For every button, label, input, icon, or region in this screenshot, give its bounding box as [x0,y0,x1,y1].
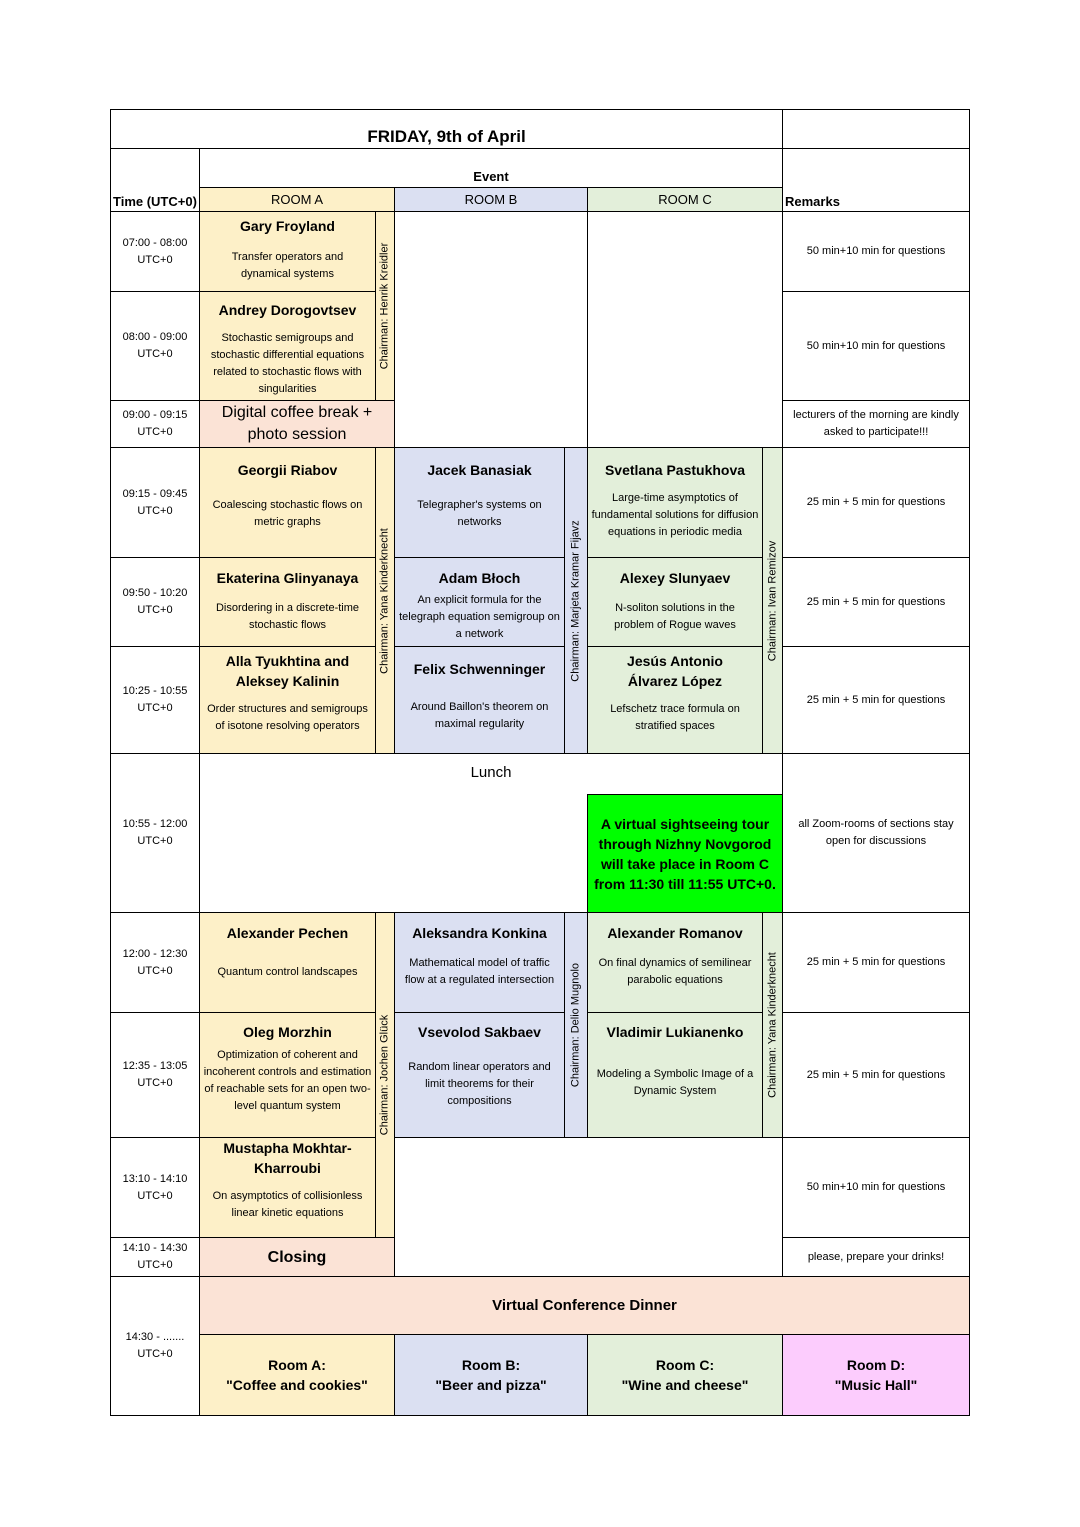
remark-text: please, prepare your drinks! [807,1250,945,1263]
speaker-name: Gary Froyland [240,218,335,234]
time-header [110,148,200,212]
talk-riabov [199,447,376,558]
remark-text: 25 min + 5 min for questions [806,1068,946,1081]
dinner-room-theme: "Music Hall" [834,1377,918,1393]
dinner-room-theme: "Beer and pizza" [435,1377,547,1393]
remark-text: all Zoom-rooms of sections stay open for discussions [798,818,954,847]
talk-title: Coalescing stochastic flows on metric graphs [212,499,363,528]
remark-text: 50 min+10 min for questions [806,245,946,257]
time-range: 12:00 - 12:30 [122,947,188,960]
talk-glinyanaya [199,557,376,647]
chairman-label [564,447,588,754]
title-text: FRIDAY, 9th of April [367,126,526,146]
remark-cell [782,1237,970,1277]
time-slot [110,400,200,448]
schedule-title [110,109,783,149]
empty-cell [587,211,783,448]
talk-title: Stochastic semigroups and stochastic differential equations related to stochastic flows with singularities [210,332,365,395]
time-zone: UTC+0 [137,964,173,977]
remark-text: 50 min+10 min for questions [806,1181,946,1193]
time-zone: UTC+0 [137,504,173,517]
time-zone: UTC+0 [137,1259,173,1271]
remark-text: lecturers of the morning are kindly asked to participate!!! [793,409,959,438]
chairman-text: Chairman: Jochen Glück [378,1014,391,1136]
time-slot [110,291,200,401]
chairman-text: Chairman: Henrik Kreidler [378,242,391,370]
speaker-name: Alla Tyukhtina and Aleksey Kalinin [225,653,350,689]
chairman-text: Chairman: Marjeta Kramar Fijavz [569,519,582,682]
time-zone: UTC+0 [137,1189,173,1202]
chairman-text: Chairman: Yana Kinderknecht [378,527,391,674]
remark-cell [782,753,970,913]
dinner-room-label: Room D: [846,1357,906,1373]
speaker-name: Jesús Antonio Álvarez López [627,653,723,689]
remarks-header-text: Remarks [785,194,840,209]
remark-cell [782,447,970,558]
dinner-room-label: Room A: [268,1357,326,1373]
remark-cell [782,1012,970,1138]
talk-title: Random linear operators and limit theorems for their compositions [408,1061,551,1107]
talk-froyland [199,211,376,292]
chairman-text: Chairman: Ivan Remizov [766,540,778,661]
speaker-name: Svetlana Pastukhova [604,462,746,478]
time-slot [110,1012,200,1138]
speaker-name: Aleksandra Konkina [412,925,547,941]
room-a-header [199,187,395,212]
time-slot [110,1237,200,1277]
talk-title: On final dynamics of semilinear parabolic equations [598,957,752,986]
remark-text: 50 min+10 min for questions [806,339,946,352]
event-header-text: Event [473,169,509,184]
time-slot [110,1137,200,1238]
talk-morzhin [199,1012,376,1138]
event-header [199,148,783,188]
speaker-name: Oleg Morzhin [243,1024,332,1040]
time-slot [110,912,200,1013]
dinner-room-b [394,1334,588,1416]
dinner-room-c [587,1334,783,1416]
remark-text: 25 min + 5 min for questions [806,956,946,968]
time-zone: UTC+0 [137,348,173,360]
remark-cell [782,646,970,754]
time-range: 13:10 - 14:10 [122,1172,188,1185]
time-range: 12:35 - 13:05 [122,1060,188,1072]
time-slot [110,1276,200,1416]
closing-text: Closing [267,1248,327,1266]
time-header-text: Time (UTC+0) [113,194,197,209]
speaker-name: Alexander Pechen [226,925,349,941]
time-zone: UTC+0 [137,835,173,847]
coffee-break-text: Digital coffee break + photo session [221,404,373,443]
talk-konkina [394,912,565,1013]
room-b-header-text: ROOM B [464,192,518,207]
room-c-header-text: ROOM C [658,192,712,207]
time-slot [110,557,200,647]
time-range: 09:15 - 09:45 [122,487,188,500]
talk-title: Mathematical model of traffic flow at a regulated intersection [404,957,555,986]
speaker-name: Jacek Banasiak [427,462,532,478]
coffee-break-cell [199,400,395,448]
time-range: 10:25 - 10:55 [122,685,188,697]
sightseeing-notice [587,794,783,913]
talk-title: Order structures and semigroups of isotone resolving operators [207,703,368,732]
remark-cell [782,291,970,401]
room-a-header-text: ROOM A [270,192,323,207]
time-zone: UTC+0 [137,1077,173,1089]
remark-cell [782,1137,970,1238]
talk-lopez [587,646,763,754]
time-range: 07:00 - 08:00 [122,236,188,249]
room-b-header [394,187,588,212]
speaker-name: Alexey Slunyaev [619,570,731,586]
time-zone: UTC+0 [137,1348,173,1360]
talk-lukianenko [587,1012,763,1138]
talk-title: Disordering in a discrete-time stochastic flows [215,602,360,631]
talk-title: Large-time asymptotics of fundamental solutions for diffusion equations in periodic media [591,492,759,538]
empty-cell [394,1137,783,1277]
dinner-room-a [199,1334,395,1416]
talk-romanov [587,912,763,1013]
speaker-name: Georgii Riabov [237,462,338,478]
chairman-text: Chairman: Yana Kinderknecht [766,952,778,1098]
time-range: 09:50 - 10:20 [122,587,188,599]
lunch-text: Lunch [470,764,512,781]
dinner-room-label: Room B: [461,1357,521,1373]
talk-kharroubi [199,1137,376,1238]
time-range: 14:10 - 14:30 [122,1242,188,1254]
talk-bloch [394,557,565,647]
time-slot [110,753,200,913]
dinner-room-theme: "Coffee and cookies" [226,1377,368,1393]
speaker-name: Mustapha Mokhtar-Kharroubi [223,1140,352,1176]
remark-cell [782,400,970,448]
talk-banasiak [394,447,565,558]
talk-slunyaev [587,557,763,647]
talk-title: On asymptotics of collisionless linear kinetic equations [212,1190,363,1219]
talk-sakbaev [394,1012,565,1138]
chairman-label [564,912,588,1138]
speaker-name: Ekaterina Glinyanaya [216,570,359,586]
talk-pastukhova [587,447,763,558]
dinner-room-label: Room C: [655,1357,715,1373]
chairman-text: Chairman: Delio Mugnolo [569,962,582,1088]
dinner-text: Virtual Conference Dinner [492,1297,677,1314]
closing-cell [199,1237,395,1277]
empty-cell [394,211,588,448]
dinner-room-d [782,1334,970,1416]
remark-cell [782,557,970,647]
talk-title: N-soliton solutions in the problem of Rogue waves [614,602,736,631]
remark-cell [782,912,970,1013]
room-c-header [587,187,783,212]
speaker-name: Vsevolod Sakbaev [418,1024,541,1040]
chairman-label [375,912,395,1238]
time-slot [110,447,200,558]
time-zone: UTC+0 [137,426,173,438]
time-zone: UTC+0 [137,253,173,266]
chairman-label [762,912,783,1138]
talk-title: Around Baillon's theorem on maximal regularity [410,701,549,730]
chairman-label [762,447,783,754]
talk-tyukhtina [199,646,376,754]
time-range: 08:00 - 09:00 [122,331,188,343]
remark-text: 25 min + 5 min for questions [806,595,946,608]
talk-title: Optimization of coherent and incoherent controls and estimation of reachable sets for an open two-level quantum system [203,1049,372,1112]
speaker-name: Adam Błoch [438,570,521,586]
remark-cell [782,211,970,292]
talk-pechen [199,912,376,1013]
time-range: 10:55 - 12:00 [122,818,188,830]
sightseeing-text: A virtual sightseeing tour through Nizhny Novgorod will take place in Room C from 11:30 till 11:55 UTC+0. [594,815,776,892]
time-zone: UTC+0 [137,604,173,616]
remark-text: 25 min + 5 min for questions [806,496,946,508]
talk-dorogovtsev [199,291,376,401]
talk-title: Quantum control landscapes [217,966,358,978]
time-range: 14:30 - ....... [125,1331,185,1343]
remarks-header [782,148,970,212]
talk-title: Transfer operators and dynamical systems [231,251,344,280]
talk-schwenninger [394,646,565,754]
speaker-name: Alexander Romanov [607,925,743,941]
remark-text: 25 min + 5 min for questions [806,693,946,706]
talk-title: An explicit formula for the telegraph equation semigroup on a network [399,594,560,640]
dinner-header [199,1276,970,1335]
title-right-cell [782,109,970,149]
speaker-name: Vladimir Lukianenko [606,1024,744,1040]
talk-title: Modeling a Symbolic Image of a Dynamic System [596,1068,754,1097]
chairman-label [375,211,395,401]
talk-title: Lefschetz trace formula on stratified spaces [610,703,740,732]
talk-title: Telegrapher's systems on networks [417,499,542,528]
chairman-label [375,447,395,754]
time-zone: UTC+0 [137,702,173,714]
dinner-room-theme: "Wine and cheese" [621,1377,749,1393]
speaker-name: Andrey Dorogovtsev [218,302,357,318]
time-range: 09:00 - 09:15 [122,409,188,421]
time-slot [110,211,200,292]
time-slot [110,646,200,754]
speaker-name: Felix Schwenninger [413,661,546,677]
